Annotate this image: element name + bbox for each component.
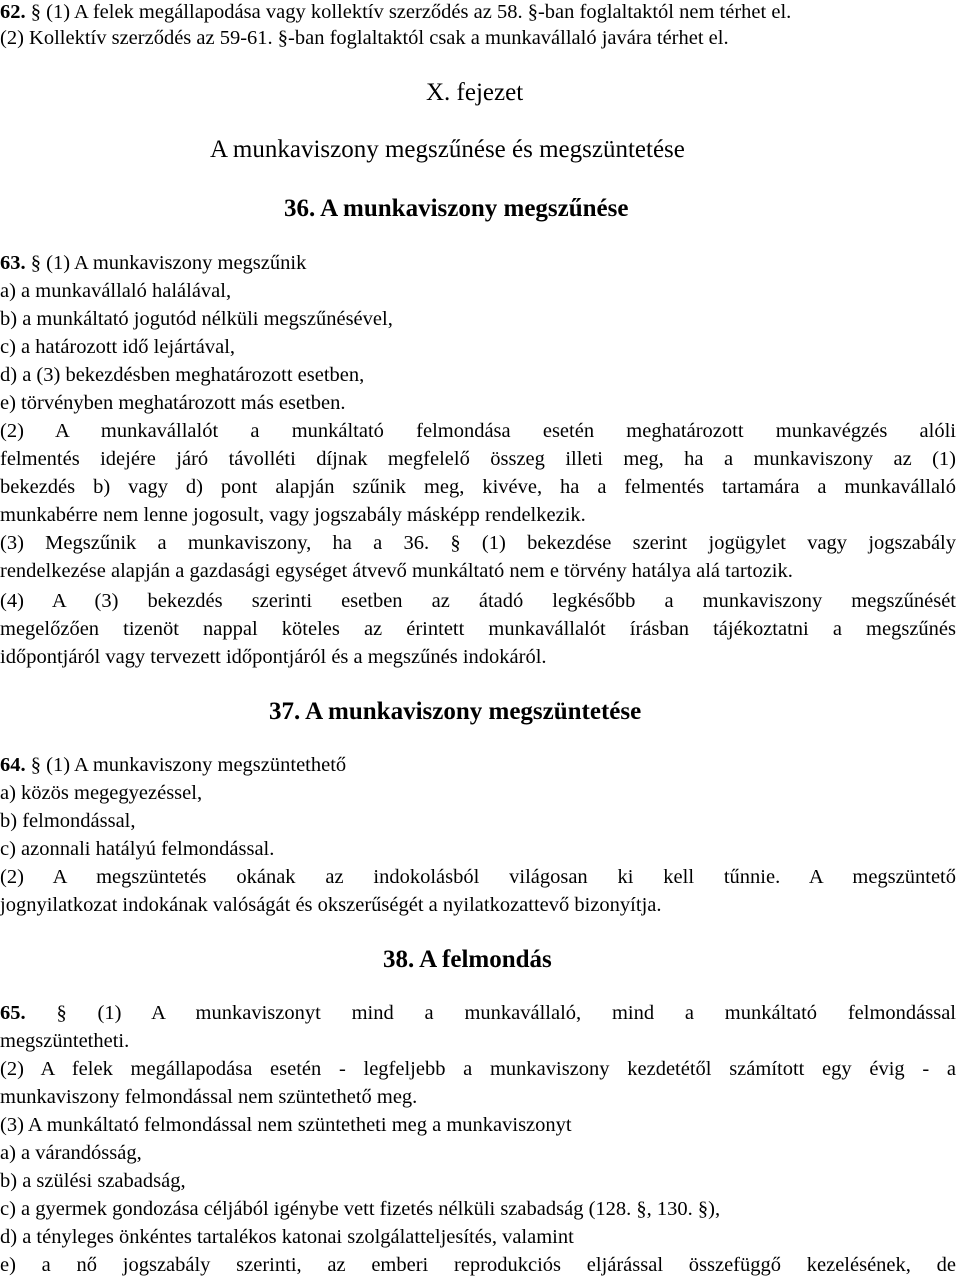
list-item-c: c) a gyermek gondozása céljából igénybe vett fizetés nélküli szabadság (128. §, 130. §), bbox=[0, 1198, 721, 1220]
paragraph-63-3-line-2: rendelkezése alapján a gazdasági egységet átvevő munkáltató nem e törvény hatálya alá tartozik. bbox=[0, 560, 793, 582]
paragraph-63-2-line-1: (2) A munkavállalót a munkáltató felmondása esetén meghatározott munkavégzés alóli bbox=[0, 420, 956, 442]
list-item-b: b) a munkáltató jogutód nélküli megszűnésével, bbox=[0, 308, 393, 330]
paragraph-64-2-line-1: (2) A megszüntetés okának az indokolásból világosan ki kell tűnnie. A megszüntető bbox=[0, 866, 956, 888]
list-item-e: e) törvényben meghatározott más esetben. bbox=[0, 392, 346, 414]
list-item-e: e) a nő jogszabály szerinti, az emberi reprodukciós eljárással összefüggő kezelésének, de bbox=[0, 1254, 956, 1276]
section-heading-38: 38. A felmondás bbox=[383, 946, 552, 973]
section-number: 65. bbox=[0, 1002, 26, 1024]
section-65-line-2: megszüntetheti. bbox=[0, 1030, 130, 1052]
paragraph-64-2-line-2: jognyilatkozat indokának valóságát és okszerűségét a nyilatkozattevő bizonyítja. bbox=[0, 894, 662, 916]
section-heading-37: 37. A munkaviszony megszüntetése bbox=[269, 698, 642, 725]
section-64-line-1: 64. § (1) A munkaviszony megszüntethető bbox=[0, 754, 347, 776]
section-heading-36: 36. A munkaviszony megszűnése bbox=[284, 195, 629, 222]
list-item-a: a) a munkavállaló halálával, bbox=[0, 280, 232, 302]
paragraph-63-3-line-1: (3) Megszűnik a munkaviszony, ha a 36. § (1) bekezdése szerint jogügylet vagy jogszabály bbox=[0, 532, 956, 554]
section-63-line-1: 63. § (1) A munkaviszony megszűnik bbox=[0, 252, 307, 274]
list-item-b: b) felmondással, bbox=[0, 810, 136, 832]
paragraph-65-2-line-1: (2) A felek megállapodása esetén - legfeljebb a munkaviszony kezdetétől számított egy évig - a bbox=[0, 1058, 956, 1080]
section-number: 63. bbox=[0, 252, 26, 274]
paragraph-65-2-line-2: munkaviszony felmondással nem szüntethető meg. bbox=[0, 1086, 418, 1108]
list-item-c: c) azonnali hatályú felmondással. bbox=[0, 838, 275, 860]
paragraph-63-4-line-1: (4) A (3) bekezdés szerinti esetben az átadó legkésőbb a munkaviszony megszűnését bbox=[0, 590, 956, 612]
paragraph-63-2-line-4: munkabérre nem lenne jogosult, vagy jogszabály másképp rendelkezik. bbox=[0, 504, 586, 526]
paragraph-65-3: (3) A munkáltató felmondással nem szüntetheti meg a munkaviszonyt bbox=[0, 1114, 572, 1136]
paragraph-63-2-line-2: felmentés idejére járó távolléti díjnak megfelelő összeg illeti meg, ha a munkaviszony az (1) bbox=[0, 448, 956, 470]
chapter-number: X. fejezet bbox=[426, 79, 524, 106]
paragraph-63-2-line-3: bekezdés b) vagy d) pont alapján szűnik meg, kivéve, ha a felmentés tartamára a munkavállaló bbox=[0, 476, 956, 498]
section-number: 64. bbox=[0, 754, 26, 776]
section-62-line-2: (2) Kollektív szerződés az 59-61. §-ban foglaltaktól csak a munkavállaló javára térhet el. bbox=[0, 27, 729, 49]
paragraph-63-4-line-3: időpontjáról vagy tervezett időpontjáról és a megszűnés indokáról. bbox=[0, 646, 547, 668]
list-item-c: c) a határozott idő lejártával, bbox=[0, 336, 236, 358]
paragraph-63-4-line-2: megelőzően tizenöt nappal köteles az érintett munkavállalót írásban tájékoztatni a megszűnés bbox=[0, 618, 956, 640]
section-number: 62. bbox=[0, 1, 26, 23]
list-item-a: a) a várandósság, bbox=[0, 1142, 142, 1164]
section-65-line-1: 65. § (1) A munkaviszonyt mind a munkavállaló, mind a munkáltató felmondással bbox=[0, 1002, 957, 1024]
list-item-d: d) a (3) bekezdésben meghatározott esetben, bbox=[0, 364, 365, 386]
list-item-d: d) a tényleges önkéntes tartalékos katonai szolgálatteljesítés, valamint bbox=[0, 1226, 574, 1248]
chapter-title: A munkaviszony megszűnése és megszüntetése bbox=[210, 136, 685, 163]
section-62-line-1: 62. § (1) A felek megállapodása vagy kollektív szerződés az 58. §-ban foglaltaktól nem térhet el. bbox=[0, 1, 792, 23]
list-item-b: b) a szülési szabadság, bbox=[0, 1170, 186, 1192]
list-item-a: a) közös megegyezéssel, bbox=[0, 782, 203, 804]
